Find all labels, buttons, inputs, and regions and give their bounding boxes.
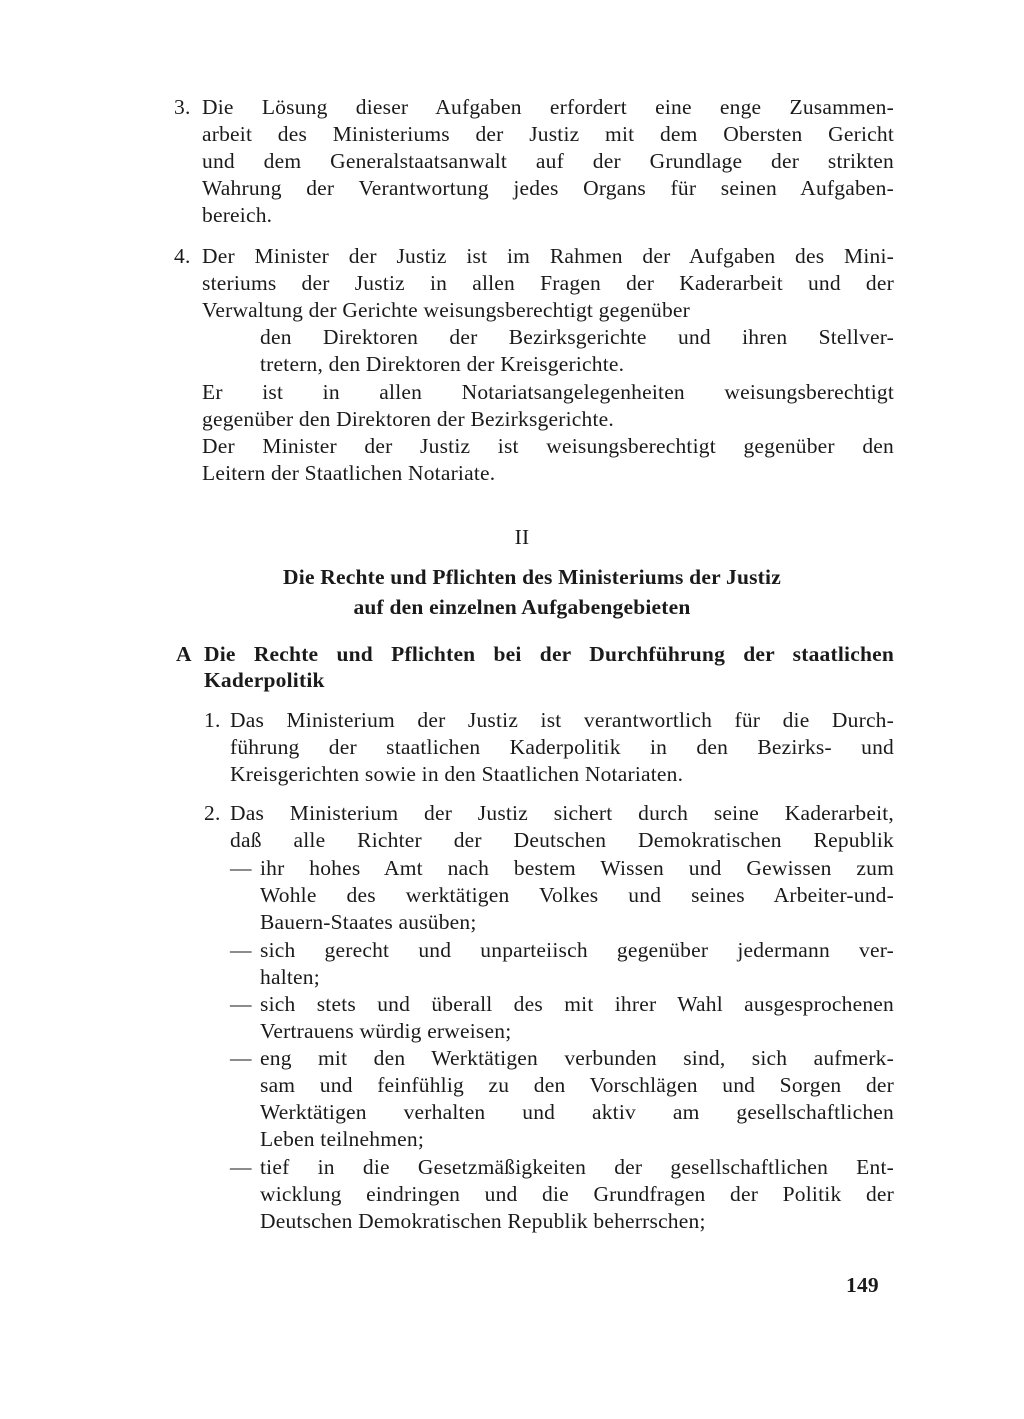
dash-bullet: — — [230, 938, 252, 962]
paragraph-line: führung der staatlichen Kaderpolitik in den Bezirks- und — [230, 735, 894, 759]
paragraph-line: Das Ministerium der Justiz ist verantwortlich für die Durch- — [230, 708, 894, 732]
dash-bullet: — — [230, 992, 252, 1016]
paragraph-line: arbeit des Ministeriums der Justiz mit dem Obersten Gericht — [202, 122, 894, 146]
paragraph-line: Das Ministerium der Justiz sichert durch seine Kaderarbeit, — [230, 801, 894, 825]
paragraph-line: Der Minister der Justiz ist weisungsberechtigt gegenüber den — [202, 434, 894, 458]
bullet-line: Deutschen Demokratischen Republik beherrschen; — [260, 1209, 706, 1233]
subsection-title: Die Rechte und Pflichten bei der Durchführung der staatlichen — [204, 642, 894, 666]
bullet-line: Vertrauens würdig erweisen; — [260, 1019, 512, 1043]
page-number: 149 — [846, 1273, 879, 1297]
bullet-line: ihr hohes Amt nach bestem Wissen und Gewissen zum — [260, 856, 894, 880]
paragraph-line: Leitern der Staatlichen Notariate. — [202, 461, 496, 485]
paragraph-line: den Direktoren der Bezirksgerichte und ihren Stellver- — [260, 325, 894, 349]
bullet-line: Leben teilnehmen; — [260, 1127, 424, 1151]
paragraph-line: und dem Generalstaatsanwalt auf der Grundlage der strikten — [202, 149, 894, 173]
bullet-line: eng mit den Werktätigen verbunden sind, sich aufmerk- — [260, 1046, 894, 1070]
paragraph-line: tretern, den Direktoren der Kreisgerichte. — [260, 352, 625, 376]
paragraph-line: Die Lösung dieser Aufgaben erfordert eine enge Zusammen- — [202, 95, 894, 119]
bullet-line: sich stets und überall des mit ihrer Wahl ausgesprochenen — [260, 992, 894, 1016]
item-a2-number: 2. — [204, 801, 221, 825]
paragraph-line: daß alle Richter der Deutschen Demokratischen Republik — [230, 828, 894, 852]
paragraph-line: Wahrung der Verantwortung jedes Organs für seinen Aufgaben- — [202, 176, 894, 200]
bullet-line: Wohle des werktätigen Volkes und seines Arbeiter-und- — [260, 883, 894, 907]
bullet-line: Bauern-Staates ausüben; — [260, 910, 477, 934]
bullet-line: Werktätigen verhalten und aktiv am gesellschaftlichen — [260, 1100, 894, 1124]
subsection-title: Kaderpolitik — [204, 668, 325, 692]
paragraph-line: steriums der Justiz in allen Fragen der Kaderarbeit und der — [202, 271, 894, 295]
bullet-line: sam und feinfühlig zu den Vorschlägen und Sorgen der — [260, 1073, 894, 1097]
paragraph-line: Verwaltung der Gerichte weisungsberechtigt gegenüber — [202, 298, 690, 322]
dash-bullet: — — [230, 1155, 252, 1179]
bullet-line: wicklung eindringen und die Grundfragen der Politik der — [260, 1182, 894, 1206]
paragraph-line: bereich. — [202, 203, 273, 227]
item-4-number: 4. — [174, 244, 191, 268]
paragraph-line: gegenüber den Direktoren der Bezirksgerichte. — [202, 407, 614, 431]
section-title: auf den einzelnen Aufgabengebieten — [353, 595, 691, 619]
subsection-letter: A — [176, 642, 192, 666]
paragraph-line: Der Minister der Justiz ist im Rahmen der Aufgaben des Mini- — [202, 244, 894, 268]
bullet-line: tief in die Gesetzmäßigkeiten der gesellschaftlichen Ent- — [260, 1155, 894, 1179]
section-title: Die Rechte und Pflichten des Ministeriums der Justiz — [283, 565, 781, 589]
bullet-line: sich gerecht und unparteiisch gegenüber jedermann ver- — [260, 938, 894, 962]
paragraph-line: Kreisgerichten sowie in den Staatlichen Notariaten. — [230, 762, 684, 786]
bullet-line: halten; — [260, 965, 320, 989]
dash-bullet: — — [230, 856, 252, 880]
item-a1-number: 1. — [204, 708, 221, 732]
section-numeral: II — [514, 525, 530, 549]
item-3-number: 3. — [174, 95, 191, 119]
paragraph-line: Er ist in allen Notariatsangelegenheiten weisungsberechtigt — [202, 380, 894, 404]
dash-bullet: — — [230, 1046, 252, 1070]
